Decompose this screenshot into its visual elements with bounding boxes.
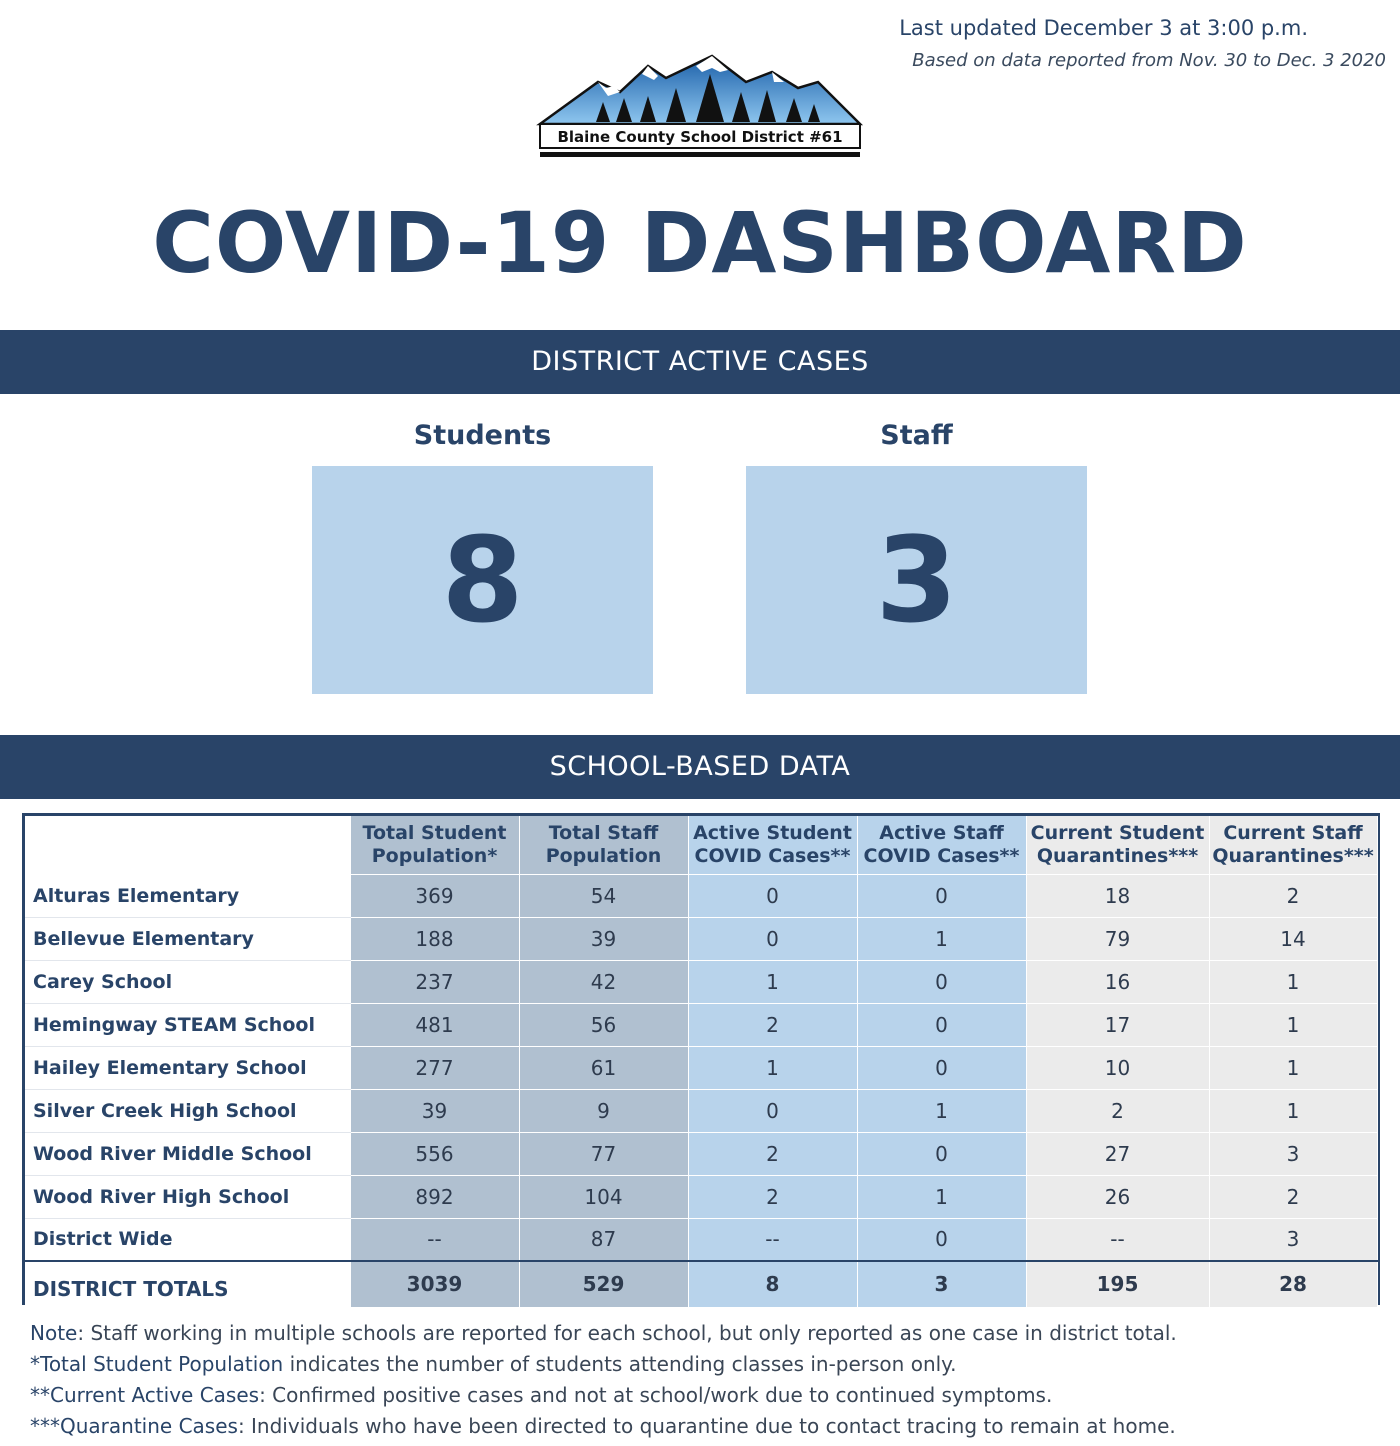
table-row — [25, 917, 1377, 960]
table-cell: 1 — [1209, 960, 1377, 1003]
table-cell: 2 — [688, 1132, 857, 1175]
footnote — [30, 1318, 1177, 1349]
table-cell: 0 — [857, 1046, 1026, 1089]
column-header: Current Staff Quarantines*** — [1209, 816, 1377, 874]
column-header: Active Student COVID Cases** — [688, 816, 857, 874]
table-cell: -- — [1026, 1218, 1209, 1261]
table-row — [25, 874, 1377, 917]
school-data-table — [22, 813, 1380, 1305]
table-cell: 1 — [1209, 1046, 1377, 1089]
table-cell: 0 — [688, 874, 857, 917]
table-cell: 54 — [519, 874, 688, 917]
table-cell: 56 — [519, 1003, 688, 1046]
table-cell: 237 — [350, 960, 519, 1003]
table-cell: 26 — [1026, 1175, 1209, 1218]
table-cell: 0 — [857, 1003, 1026, 1046]
table-cell: -- — [350, 1218, 519, 1261]
table-cell: 2 — [1026, 1089, 1209, 1132]
table-cell: 2 — [688, 1003, 857, 1046]
district-active-cases-header: DISTRICT ACTIVE CASES — [0, 330, 1400, 394]
school-name: Wood River High School — [25, 1175, 350, 1218]
school-name: Alturas Elementary — [25, 874, 350, 917]
column-header: Total Staff Population — [519, 816, 688, 874]
logo-text: Blaine County School District #61 — [557, 128, 843, 146]
table-cell: 556 — [350, 1132, 519, 1175]
table-cell: 1 — [1209, 1003, 1377, 1046]
column-header: Current Student Quarantines*** — [1026, 816, 1209, 874]
total-cell: 28 — [1209, 1261, 1377, 1307]
table-cell: 2 — [1209, 1175, 1377, 1218]
table-row — [25, 1218, 1377, 1261]
table-cell: 0 — [857, 1132, 1026, 1175]
table-cell: 188 — [350, 917, 519, 960]
table-cell: 10 — [1026, 1046, 1209, 1089]
footnote — [30, 1349, 1177, 1380]
students-active-count: 8 — [312, 466, 653, 694]
total-cell: 3039 — [350, 1261, 519, 1307]
footnotes — [30, 1318, 1177, 1442]
footnote-text: indicates the number of students attending classes in-person only. — [283, 1352, 957, 1376]
table-cell: 892 — [350, 1175, 519, 1218]
table-cell: 39 — [519, 917, 688, 960]
table-cell: 14 — [1209, 917, 1377, 960]
table-cell: 2 — [688, 1175, 857, 1218]
table-cell: 61 — [519, 1046, 688, 1089]
table-cell: 0 — [857, 960, 1026, 1003]
footnote — [30, 1380, 1177, 1411]
column-header: Active Staff COVID Cases** — [857, 816, 1026, 874]
total-cell: 195 — [1026, 1261, 1209, 1307]
table-row — [25, 1003, 1377, 1046]
totals-label: DISTRICT TOTALS — [25, 1261, 350, 1307]
footnote — [30, 1411, 1177, 1442]
school-name: District Wide — [25, 1218, 350, 1261]
table-row — [25, 1132, 1377, 1175]
table-cell: 17 — [1026, 1003, 1209, 1046]
table-row — [25, 1175, 1377, 1218]
table-cell: 39 — [350, 1089, 519, 1132]
table-cell: 1 — [857, 917, 1026, 960]
table-cell: 9 — [519, 1089, 688, 1132]
footnote-lead: *Total Student Population — [30, 1352, 284, 1376]
district-totals-row — [25, 1261, 1377, 1307]
table-cell: 42 — [519, 960, 688, 1003]
table-cell: 77 — [519, 1132, 688, 1175]
table-cell: 1 — [688, 1046, 857, 1089]
table-cell: 369 — [350, 874, 519, 917]
footnote-text: : Staff working in multiple schools are reported for each school, but only reported as one case in district total. — [77, 1321, 1177, 1345]
school-name: Carey School — [25, 960, 350, 1003]
table-header-row — [25, 816, 1377, 874]
school-name: Hemingway STEAM School — [25, 1003, 350, 1046]
total-cell: 8 — [688, 1261, 857, 1307]
table-cell: -- — [688, 1218, 857, 1261]
table-cell: 1 — [857, 1089, 1026, 1132]
last-updated-text: Last updated December 3 at 3:00 p.m. — [899, 16, 1308, 40]
table-cell: 16 — [1026, 960, 1209, 1003]
district-logo — [536, 52, 864, 160]
table-cell: 481 — [350, 1003, 519, 1046]
table-cell: 0 — [688, 917, 857, 960]
school-based-data-header: SCHOOL-BASED DATA — [0, 735, 1400, 799]
footnote-text: : Individuals who have been directed to quarantine due to contact tracing to remain at home. — [237, 1414, 1176, 1438]
table-cell: 0 — [857, 1218, 1026, 1261]
school-name: Hailey Elementary School — [25, 1046, 350, 1089]
table-cell: 3 — [1209, 1218, 1377, 1261]
students-label: Students — [413, 420, 552, 451]
table-cell: 277 — [350, 1046, 519, 1089]
table-cell: 104 — [519, 1175, 688, 1218]
table-cell: 1 — [688, 960, 857, 1003]
table-cell: 1 — [1209, 1089, 1377, 1132]
footnote-lead: **Current Active Cases — [30, 1383, 260, 1407]
table-cell: 0 — [857, 874, 1026, 917]
table-cell: 27 — [1026, 1132, 1209, 1175]
table-row — [25, 960, 1377, 1003]
school-name: Silver Creek High School — [25, 1089, 350, 1132]
table-row — [25, 1089, 1377, 1132]
table-cell: 3 — [1209, 1132, 1377, 1175]
header-blank-cell — [25, 816, 350, 874]
total-cell: 3 — [857, 1261, 1026, 1307]
data-range-text: Based on data reported from Nov. 30 to Dec. 3 2020 — [912, 50, 1386, 71]
table-cell: 1 — [857, 1175, 1026, 1218]
footnote-text: : Confirmed positive cases and not at school/work due to continued symptoms. — [259, 1383, 1053, 1407]
page-title: COVID-19 DASHBOARD — [152, 194, 1248, 292]
total-cell: 529 — [519, 1261, 688, 1307]
table-cell: 0 — [688, 1089, 857, 1132]
table-row — [25, 1046, 1377, 1089]
footnote-lead: ***Quarantine Cases — [30, 1414, 238, 1438]
school-name: Bellevue Elementary — [25, 917, 350, 960]
table-cell: 2 — [1209, 874, 1377, 917]
school-name: Wood River Middle School — [25, 1132, 350, 1175]
table-cell: 87 — [519, 1218, 688, 1261]
column-header: Total Student Population* — [350, 816, 519, 874]
table-cell: 18 — [1026, 874, 1209, 917]
staff-label: Staff — [880, 420, 953, 451]
footnote-lead: Note — [30, 1321, 78, 1345]
table-cell: 79 — [1026, 917, 1209, 960]
staff-active-count: 3 — [746, 466, 1087, 694]
